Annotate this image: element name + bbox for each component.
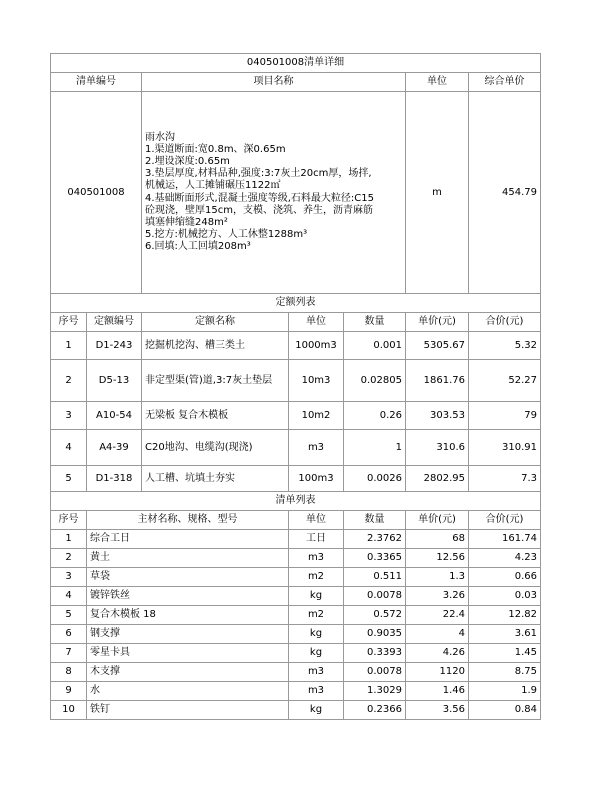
material-no: 2 [51, 549, 87, 568]
materials-header-unit: 单位 [289, 511, 344, 530]
quota-qty: 0.001 [344, 332, 406, 360]
material-unit: m3 [289, 549, 344, 568]
bill-detail-table [50, 53, 541, 720]
quota-unit: 100m3 [289, 466, 344, 492]
material-qty: 1.3029 [344, 682, 406, 701]
quota-total: 52.27 [469, 360, 541, 402]
material-row [51, 682, 541, 701]
material-total: 3.61 [469, 625, 541, 644]
bill-unit-price: 454.79 [469, 92, 541, 294]
material-total: 12.82 [469, 606, 541, 625]
material-row [51, 663, 541, 682]
header-item-name: 项目名称 [142, 73, 406, 92]
material-price: 4 [406, 625, 469, 644]
material-total: 161.74 [469, 530, 541, 549]
quota-total: 7.3 [469, 466, 541, 492]
materials-section-title: 清单列表 [51, 492, 541, 511]
materials-header-price: 单价(元) [406, 511, 469, 530]
quota-price: 310.6 [406, 430, 469, 466]
quota-name: 人工槽、坑填土夯实 [142, 466, 289, 492]
quota-price: 1861.76 [406, 360, 469, 402]
quota-header-code: 定额编号 [87, 313, 142, 332]
material-qty: 0.2366 [344, 701, 406, 720]
material-unit: m3 [289, 682, 344, 701]
quota-code: D1-318 [87, 466, 142, 492]
material-price: 12.56 [406, 549, 469, 568]
material-no: 7 [51, 644, 87, 663]
material-name: 综合工日 [87, 530, 289, 549]
material-name: 木支撑 [87, 663, 289, 682]
materials-header-no: 序号 [51, 511, 87, 530]
material-unit: m2 [289, 568, 344, 587]
quota-total: 79 [469, 402, 541, 430]
material-qty: 0.3393 [344, 644, 406, 663]
material-qty: 2.3762 [344, 530, 406, 549]
quota-price: 5305.67 [406, 332, 469, 360]
material-no: 9 [51, 682, 87, 701]
material-total: 0.66 [469, 568, 541, 587]
bill-title: 040501008清单详细 [51, 54, 541, 73]
material-row [51, 530, 541, 549]
quota-no: 5 [51, 466, 87, 492]
bill-description: 雨水沟 1.渠道断面:宽0.8m、深0.65m 2.埋设深度:0.65m 3.垫层厚度,材料品种,强度:3:7灰土20cm厚，场拌, 机械运，人工摊铺碾压1122㎡ 4.基础断面形式,混凝土强度等级,石料最大粒径:C15 砼现浇，壁厚15cm，支模、浇筑、养生，沥青麻筋 填塞伸缩缝248m² 5.挖方:机械挖方、人工休整1288m³ 6.回填:人工回填208m³ [142, 92, 406, 294]
material-no: 10 [51, 701, 87, 720]
quota-header-total: 合价(元) [469, 313, 541, 332]
quota-header-name: 定额名称 [142, 313, 289, 332]
quota-name: C20地沟、电缆沟(现浇) [142, 430, 289, 466]
material-qty: 0.511 [344, 568, 406, 587]
quota-name: 挖掘机挖沟、槽三类土 [142, 332, 289, 360]
quota-section-title: 定额列表 [51, 294, 541, 313]
quota-row [51, 430, 541, 466]
materials-header-total: 合价(元) [469, 511, 541, 530]
material-price: 68 [406, 530, 469, 549]
quota-row [51, 332, 541, 360]
material-no: 5 [51, 606, 87, 625]
material-no: 4 [51, 587, 87, 606]
bill-detail-sheet [50, 53, 540, 720]
material-row [51, 644, 541, 663]
material-total: 0.84 [469, 701, 541, 720]
material-row [51, 587, 541, 606]
quota-header-price: 单价(元) [406, 313, 469, 332]
quota-price: 303.53 [406, 402, 469, 430]
quota-row [51, 466, 541, 492]
quota-no: 2 [51, 360, 87, 402]
quota-row [51, 360, 541, 402]
material-qty: 0.0078 [344, 587, 406, 606]
quota-code: D1-243 [87, 332, 142, 360]
material-price: 1.46 [406, 682, 469, 701]
quota-code: A4-39 [87, 430, 142, 466]
quota-qty: 1 [344, 430, 406, 466]
material-total: 1.9 [469, 682, 541, 701]
material-name: 黄土 [87, 549, 289, 568]
bill-unit: m [406, 92, 469, 294]
quota-unit: 10m3 [289, 360, 344, 402]
material-name: 水 [87, 682, 289, 701]
material-qty: 0.9035 [344, 625, 406, 644]
header-unit-price: 综合单价 [469, 73, 541, 92]
material-unit: m3 [289, 663, 344, 682]
quota-header-qty: 数量 [344, 313, 406, 332]
quota-unit: 1000m3 [289, 332, 344, 360]
quota-row [51, 402, 541, 430]
material-name: 草袋 [87, 568, 289, 587]
header-unit: 单位 [406, 73, 469, 92]
material-price: 3.26 [406, 587, 469, 606]
quota-no: 3 [51, 402, 87, 430]
quota-header-no: 序号 [51, 313, 87, 332]
material-total: 0.03 [469, 587, 541, 606]
material-row [51, 701, 541, 720]
material-price: 1.3 [406, 568, 469, 587]
material-row [51, 549, 541, 568]
material-price: 4.26 [406, 644, 469, 663]
material-name: 钢支撑 [87, 625, 289, 644]
material-unit: m2 [289, 606, 344, 625]
material-no: 8 [51, 663, 87, 682]
materials-header-name: 主材名称、规格、型号 [87, 511, 289, 530]
quota-name: 非定型渠(管)道,3:7灰土垫层 [142, 360, 289, 402]
material-unit: kg [289, 701, 344, 720]
material-price: 3.56 [406, 701, 469, 720]
header-bill-code: 清单编号 [51, 73, 142, 92]
material-total: 1.45 [469, 644, 541, 663]
material-name: 零星卡具 [87, 644, 289, 663]
material-row [51, 625, 541, 644]
material-unit: kg [289, 644, 344, 663]
material-total: 8.75 [469, 663, 541, 682]
material-no: 3 [51, 568, 87, 587]
material-total: 4.23 [469, 549, 541, 568]
material-price: 22.4 [406, 606, 469, 625]
material-qty: 0.572 [344, 606, 406, 625]
material-name: 镀锌铁丝 [87, 587, 289, 606]
material-name: 铁钉 [87, 701, 289, 720]
quota-code: A10-54 [87, 402, 142, 430]
material-price: 1120 [406, 663, 469, 682]
quota-qty: 0.26 [344, 402, 406, 430]
quota-unit: m3 [289, 430, 344, 466]
quota-total: 5.32 [469, 332, 541, 360]
quota-name: 无梁板 复合木模板 [142, 402, 289, 430]
quota-no: 1 [51, 332, 87, 360]
quota-price: 2802.95 [406, 466, 469, 492]
quota-qty: 0.0026 [344, 466, 406, 492]
material-no: 1 [51, 530, 87, 549]
material-name: 复合木模板 18 [87, 606, 289, 625]
quota-total: 310.91 [469, 430, 541, 466]
material-row [51, 568, 541, 587]
quota-no: 4 [51, 430, 87, 466]
quota-unit: 10m2 [289, 402, 344, 430]
quota-code: D5-13 [87, 360, 142, 402]
material-no: 6 [51, 625, 87, 644]
material-unit: kg [289, 587, 344, 606]
quota-qty: 0.02805 [344, 360, 406, 402]
material-qty: 0.0078 [344, 663, 406, 682]
bill-code: 040501008 [51, 92, 142, 294]
materials-header-qty: 数量 [344, 511, 406, 530]
material-unit: 工日 [289, 530, 344, 549]
material-unit: kg [289, 625, 344, 644]
material-row [51, 606, 541, 625]
quota-header-unit: 单位 [289, 313, 344, 332]
material-qty: 0.3365 [344, 549, 406, 568]
